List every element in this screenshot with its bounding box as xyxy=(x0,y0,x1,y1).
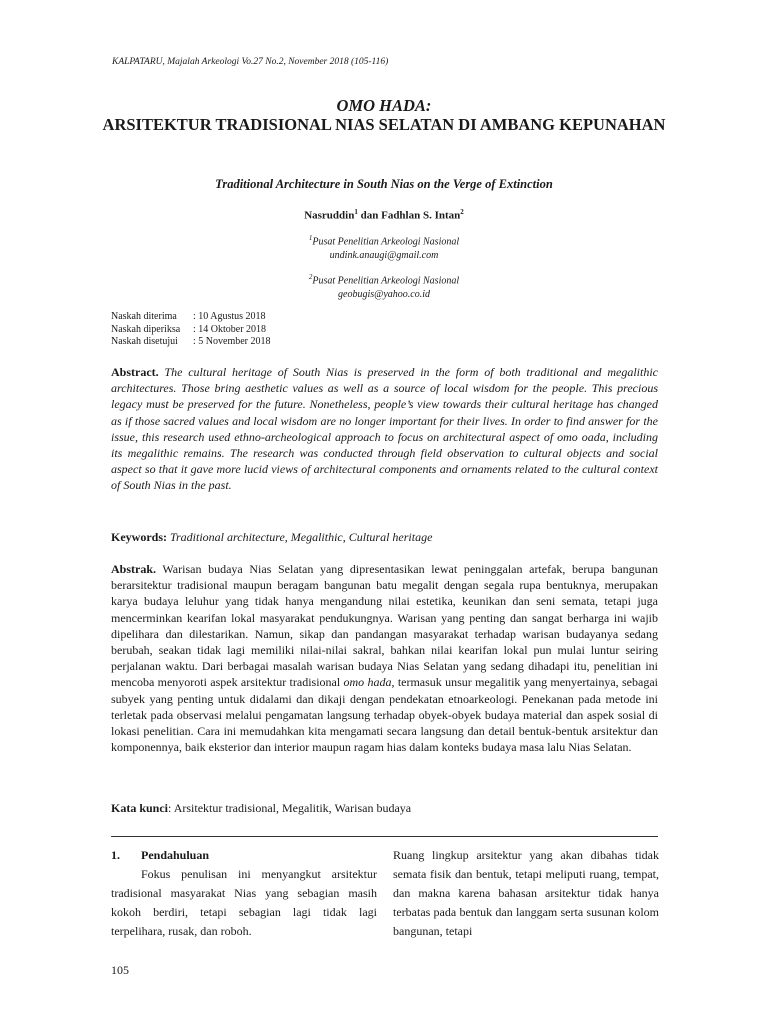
submission-dates xyxy=(111,311,271,349)
author-2-sup: 2 xyxy=(460,208,464,216)
affiliation-1-institution: Pusat Penelitian Arkeologi Nasional xyxy=(312,236,460,248)
section-title: Pendahuluan xyxy=(141,848,210,862)
date-label: Naskah diperiksa xyxy=(111,323,181,335)
abstract-en-label: Abstract. xyxy=(111,365,159,379)
date-row-approved xyxy=(111,336,271,349)
abstract-id-term: omo hada xyxy=(343,675,392,690)
affiliation-2 xyxy=(90,271,678,301)
author-connector: dan xyxy=(357,209,382,222)
section-heading xyxy=(111,846,377,865)
affiliation-1 xyxy=(90,232,678,262)
abstract-english xyxy=(111,364,658,494)
title-line-2: ARSITEKTUR TRADISIONAL NIAS SELATAN DI AMBANG KEPUNAHAN xyxy=(102,115,666,134)
keywords-id-text: : Arsitektur tradisional, Megalitik, Warisan budaya xyxy=(168,801,412,815)
date-value: : 5 November 2018 xyxy=(193,336,271,347)
keywords-id-label: Kata kunci xyxy=(111,801,169,815)
keywords-en-text: Traditional architecture, Megalithic, Cultural heritage xyxy=(167,530,433,544)
affiliation-1-sup: 1 xyxy=(308,234,313,242)
journal-header: KALPATARU, Majalah Arkeologi Vo.27 No.2, November 2018 (105-116) xyxy=(112,57,389,67)
title-line-1: OMO HADA: xyxy=(336,96,432,115)
body-column-right xyxy=(393,846,659,941)
affiliation-2-institution: Pusat Penelitian Arkeologi Nasional xyxy=(312,275,460,287)
keywords-indonesian xyxy=(111,801,411,816)
page-number: 105 xyxy=(111,963,129,977)
date-label: Naskah disetujui xyxy=(111,336,178,347)
abstract-id-text-2: , termasuk unsur megalitik yang menyertainya, sebagai subyek yang penting untuk didalami dan dikaji dengan pendekatan etnoarkeologi. Penekanan pada metode ini terletak pada observasi melalui pengamatan langsung terhadap obyek-obyek budaya material dan aspek sosial di lokasi penelitian. Cara ini memudahkan kita mengamati secara langsung dan detail bentuk-bentuk arsitektur dan komponennya, baik eksterior dan interior maupun ragam hias dalam konteks budaya masa lalu Nias Selatan. xyxy=(111,675,658,755)
date-value: : 14 Oktober 2018 xyxy=(193,323,267,335)
affiliation-2-sup: 2 xyxy=(308,273,313,281)
body-paragraph-right: Ruang lingkup arsitektur yang akan dibahas tidak semata fisik dan bentuk, tetapi meliputi ruang, tempat, dan makna karena bahasan arsitektur tidak hanya terbatas pada bentuk dan langgam serta susunan kolom bangunan, tetapi xyxy=(393,848,659,938)
author-1: Nasruddin xyxy=(304,209,355,222)
author-1-sup: 1 xyxy=(354,208,358,216)
affiliation-1-email: undink.anaugi@gmail.com xyxy=(329,249,439,261)
section-number: 1. xyxy=(111,848,120,862)
abstract-id-text-1: Warisan budaya Nias Selatan yang dipresentasikan lewat peninggalan artefak, berupa bangunan berarsitektur tradisional maupun beragam bangunan batu megalit dengan segala rupa bentuknya, merupakan karya budaya leluhur yang tidak hanya mengandung nilai estetika, keunikan dan seni semata, tetapi juga mencerminkan kearifan lokal masyarakat pendukungnya. Warisan yang penting dan sangat berharga ini wajib dipelihara dan dilestarikan. Namun, sikap dan pandangan masyarakat terhadap warisan budayanya sedang berubah, seakan tidak lagi memiliki nilai-nilai sakral, bahkan nilai kearifan lokal pun mulai luntur seiring perjalanan waktu. Dari berbagai masalah warisan budaya Nias Selatan yang sedang dihadapi itu, penelitian ini mencoba menyoroti aspek arsitektur tradisional xyxy=(111,562,658,690)
affiliation-2-email: geobugis@yahoo.co.id xyxy=(338,288,430,300)
author-2: Fadhlan S. Intan xyxy=(381,209,461,222)
date-row-reviewed xyxy=(111,324,271,337)
body-column-left xyxy=(111,846,377,941)
keywords-english xyxy=(111,530,432,545)
date-label: Naskah diterima xyxy=(111,311,177,322)
abstract-id-label: Abstrak. xyxy=(111,562,157,576)
section-divider xyxy=(111,836,658,837)
abstract-en-text: The cultural heritage of South Nias is preserved in the form of both traditional and megalithic architectures. Those bring aesthetic values as well as a source of local wisdom for the people. This precious legacy must be preserved for the future. Nonetheless, people’s view towards their cultural heritage has changed as if those sacred values and local wisdom are no longer important for their lives. In order to find answer for the issue, this research used ethno-archeological approach to focus on architectural aspect of omo oada, including its megalithic remains. The research was conducted through field observation to cultural objects and social aspect so that it gave more lucid views of architectural components and ornaments related to the cultural context of South Nias in the past. xyxy=(111,365,658,493)
body-paragraph-left: Fokus penulisan ini menyangkut arsitektur tradisional masyarakat Nias yang sebagian masih kokoh berdiri, tetapi sebagian lagi tidak lagi terpelihara, rusak, dan roboh. xyxy=(111,867,377,938)
article-subtitle: Traditional Architecture in South Nias on the Verge of Extinction xyxy=(215,177,553,191)
author-line xyxy=(90,208,678,222)
abstract-indonesian xyxy=(111,561,658,755)
date-row-received xyxy=(111,311,271,324)
date-value: : 10 Agustus 2018 xyxy=(193,311,266,322)
article-title xyxy=(90,96,678,134)
keywords-en-label: Keywords: xyxy=(111,530,167,544)
